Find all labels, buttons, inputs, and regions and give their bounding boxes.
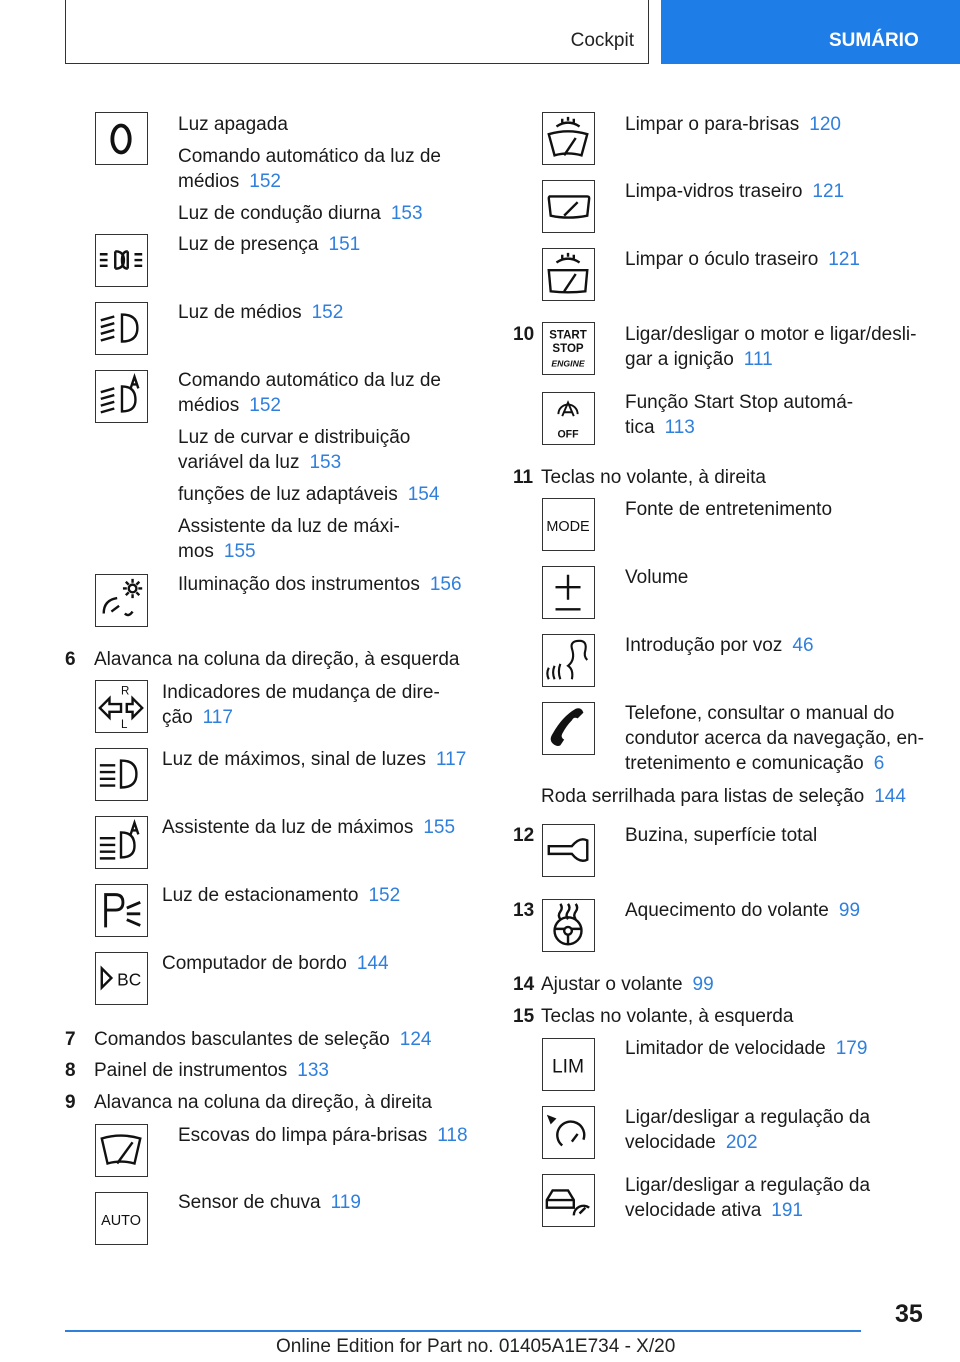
entry-rear-wiper: Limpa-vidros traseiro 121 xyxy=(625,181,845,202)
horn-icon xyxy=(542,824,595,877)
voice-input-icon xyxy=(542,634,595,687)
icon-label: AUTO xyxy=(101,1212,141,1229)
page-link[interactable]: 144 xyxy=(874,786,906,807)
item-number: 15 xyxy=(513,1006,535,1027)
auto-headlight-icon xyxy=(95,370,148,423)
edition-note: Online Edition for Part no. 01405A1E734 - X/20 xyxy=(276,1336,676,1357)
entry-wiper: Escovas do limpa pára-brisas 118 xyxy=(178,1125,468,1146)
page-link[interactable]: 155 xyxy=(223,541,256,562)
light-off-icon xyxy=(95,112,148,165)
entry-board-computer: Computador de bordo 144 xyxy=(162,953,389,974)
entry-text: Luz de condução diurna xyxy=(178,203,381,224)
cruise-control-icon xyxy=(542,1106,595,1159)
icon-label: STOP xyxy=(552,342,584,355)
page-link[interactable]: 6 xyxy=(873,753,885,774)
summary-button[interactable]: SUMÁRIO xyxy=(661,0,960,64)
page-link[interactable]: 152 xyxy=(368,885,401,906)
item-number: 12 xyxy=(513,825,535,846)
page-link[interactable]: 191 xyxy=(771,1200,803,1221)
page-number: 35 xyxy=(895,1300,923,1328)
entry-rear-wash: Limpar o óculo traseiro 121 xyxy=(625,249,860,270)
item-number: 9 xyxy=(65,1092,76,1113)
page-link[interactable]: 152 xyxy=(249,395,281,416)
steering-heat-icon xyxy=(542,899,595,952)
rear-wiper-icon xyxy=(542,180,595,233)
item-number: 14 xyxy=(513,974,535,995)
entry-horn: Buzina, superfície total xyxy=(625,825,818,846)
parking-lights-icon xyxy=(95,234,148,287)
entry-turn-signal: Indicadores de mudança de direção 117 xyxy=(162,682,440,728)
item-number: 8 xyxy=(65,1060,76,1081)
phone-icon xyxy=(542,702,595,755)
page-link[interactable]: 144 xyxy=(356,953,389,974)
page-link[interactable]: 155 xyxy=(423,817,456,838)
volume-icon xyxy=(542,566,595,619)
auto-start-stop-icon xyxy=(542,392,595,445)
entry-parking-light: Luz de estacionamento 152 xyxy=(162,885,401,906)
start-stop-icon[interactable] xyxy=(542,322,595,375)
page-link[interactable]: 113 xyxy=(664,417,695,438)
page-link[interactable]: 153 xyxy=(309,452,342,473)
entry-volume: Volume xyxy=(625,567,689,588)
page-link[interactable]: 117 xyxy=(202,707,233,728)
item-heading: Teclas no volante, à esquerda xyxy=(541,1006,794,1027)
header-bar xyxy=(65,0,649,64)
entry-rain-sensor: Sensor de chuva 119 xyxy=(178,1192,361,1213)
footer-divider xyxy=(65,1330,861,1332)
page-link[interactable]: 133 xyxy=(297,1060,329,1081)
windshield-wash-icon xyxy=(542,112,595,165)
entry-steering-heat: Aquecimento do volante 99 xyxy=(625,900,861,921)
item-heading: Teclas no volante, à direita xyxy=(541,467,766,488)
page-link[interactable]: 121 xyxy=(828,249,860,270)
item-heading: Alavanca na coluna da direção, à direita xyxy=(94,1092,433,1113)
active-cruise-icon xyxy=(542,1174,595,1227)
icon-label: LIM xyxy=(551,1056,585,1078)
page-link[interactable]: 202 xyxy=(725,1132,758,1153)
entry-phone: Telefone, consultar o manual do condutor acerca da navegação, entretenimento e comunicação 6 xyxy=(625,703,924,774)
item-heading: Painel de instrumentos 133 xyxy=(94,1060,329,1081)
entry-voice-input: Introdução por voz 46 xyxy=(625,635,814,656)
speed-limiter-icon xyxy=(542,1038,595,1091)
item-number: 13 xyxy=(513,900,535,921)
item-number: 6 xyxy=(65,649,76,670)
page-link[interactable]: 153 xyxy=(390,203,423,224)
entry-entertainment: Fonte de entretenimento xyxy=(625,499,833,520)
page-link[interactable]: 99 xyxy=(838,900,861,921)
entry-text: Comando automático da luz de médios xyxy=(178,146,441,192)
page-link[interactable]: 151 xyxy=(328,234,361,255)
item-heading: Alavanca na coluna da direção, à esquerda xyxy=(94,649,460,670)
low-beam-icon xyxy=(95,302,148,355)
entry-low-beam: Luz de médios 152 xyxy=(178,302,344,323)
item-heading: Ajustar o volante 99 xyxy=(541,974,714,995)
page-link[interactable]: 156 xyxy=(429,574,462,595)
mode-icon xyxy=(542,498,595,551)
icon-label: BC xyxy=(117,969,142,990)
high-beam-assist-icon xyxy=(95,816,148,869)
page-link[interactable]: 179 xyxy=(835,1038,868,1059)
page-link[interactable]: 152 xyxy=(311,302,344,323)
page-link[interactable]: 119 xyxy=(330,1192,361,1213)
high-beam-icon xyxy=(95,748,148,801)
section-title: Cockpit xyxy=(570,30,634,51)
parking-light-icon xyxy=(95,884,148,937)
item-heading: Comandos basculantes de seleção 124 xyxy=(94,1029,432,1050)
page-link[interactable]: 154 xyxy=(407,484,440,505)
entry-start-stop: Ligar/desligar o motor e ligar/desligar a ignição 111 xyxy=(625,324,917,370)
page-link[interactable]: 99 xyxy=(692,974,714,995)
page-link[interactable]: 120 xyxy=(809,114,841,135)
entry-cruise-control: Ligar/desligar a regulação da velocidade 202 xyxy=(625,1107,871,1153)
entry-auto-start-stop: Função Start Stop automática 113 xyxy=(625,392,854,438)
item-number: 11 xyxy=(513,467,534,488)
entry-parking-lights: Luz de presença 151 xyxy=(178,234,361,255)
page-link[interactable]: 124 xyxy=(399,1029,432,1050)
icon-label: START xyxy=(549,329,587,342)
entry-high-beam-assist: Assistente da luz de máximos 155 xyxy=(162,817,456,838)
page-link[interactable]: 121 xyxy=(812,181,845,202)
icon-label: ENGINE xyxy=(551,358,585,369)
wiper-icon xyxy=(95,1124,148,1177)
entry-light-switch xyxy=(178,112,478,233)
board-computer-icon xyxy=(95,952,148,1005)
page-link[interactable]: 152 xyxy=(249,171,281,192)
icon-label: OFF xyxy=(557,428,579,441)
item-number: 10 xyxy=(513,324,535,345)
page-link[interactable]: 117 xyxy=(436,749,467,770)
turn-signal-icon xyxy=(95,680,148,733)
svg-text:R: R xyxy=(121,685,130,698)
entry-high-beam: Luz de máximos, sinal de luzes 117 xyxy=(162,749,467,770)
entry-instrument-lighting: Iluminação dos instrumentos 156 xyxy=(178,574,462,595)
entry-windshield-wash: Limpar o para-brisas 120 xyxy=(625,114,841,135)
page-link[interactable]: 118 xyxy=(437,1125,468,1146)
item-number: 7 xyxy=(65,1029,76,1050)
instrument-lighting-icon xyxy=(95,574,148,627)
svg-text:L: L xyxy=(121,719,128,732)
entry-active-cruise: Ligar/desligar a regulação da velocidade ativa 191 xyxy=(625,1175,871,1221)
entry-auto-headlight: Comando automático da luz de médios 152 Luz de curvar e distribuição variável da luz 153 funções de luz adaptáveis 154 Assistente da luz de máximos 155 xyxy=(178,370,441,562)
entry-text: Luz apagada xyxy=(178,114,288,135)
page-link[interactable]: 46 xyxy=(792,635,814,656)
entry-speed-limiter: Limitador de velocidade 179 xyxy=(625,1038,868,1059)
rain-sensor-icon xyxy=(95,1192,148,1245)
rear-wash-icon xyxy=(542,248,595,301)
icon-label: MODE xyxy=(546,518,590,535)
entry-scroll-wheel: Roda serrilhada para listas de seleção 144 xyxy=(541,786,906,807)
page-link[interactable]: 111 xyxy=(743,349,773,370)
